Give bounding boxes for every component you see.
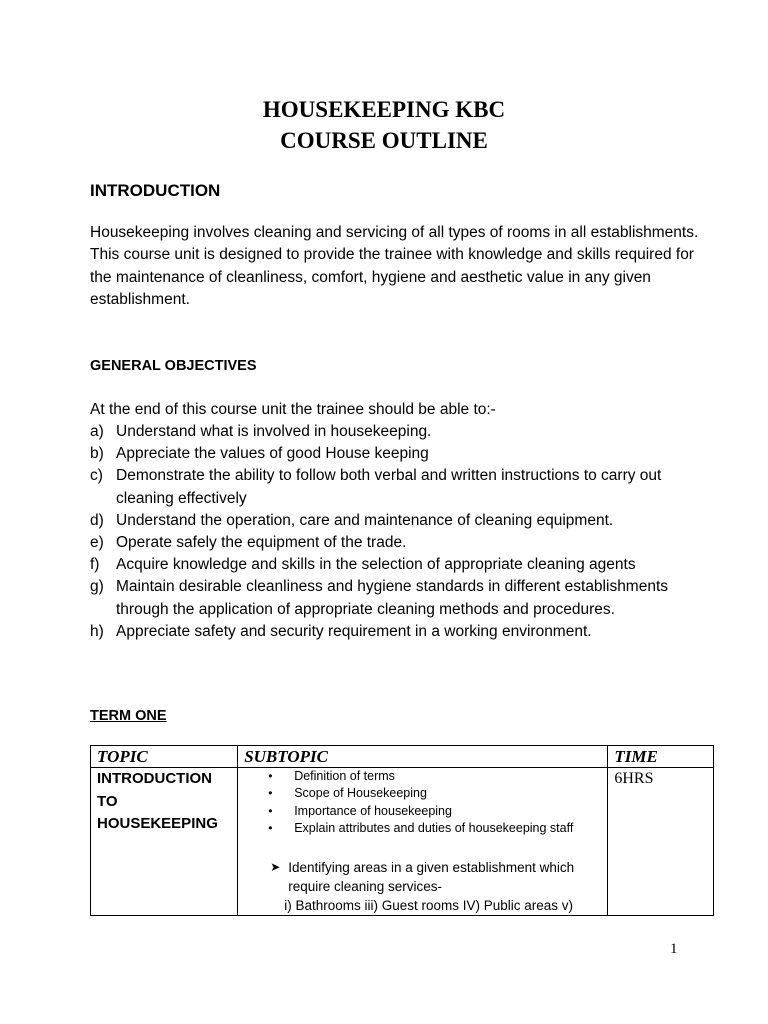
general-objectives-heading: GENERAL OBJECTIVES <box>90 358 257 374</box>
term-one-heading: TERM ONE <box>90 708 167 724</box>
time-cell: 6HRS <box>608 768 714 916</box>
objectives-list <box>90 421 690 643</box>
objective-item: e) Operate safely the equipment of the trade. <box>90 534 407 552</box>
arrow-bullet-icon: ➤ <box>270 860 281 875</box>
table-header-row <box>91 746 714 768</box>
header-subtopic: SUBTOPIC <box>238 746 608 768</box>
header-topic: TOPIC <box>91 746 238 768</box>
objective-item: g) Maintain desirable cleanliness and hygiene standards in different establishments through the application of appropriate cleaning methods and procedures. <box>90 578 669 618</box>
list-item: • Scope of Housekeeping <box>286 785 603 802</box>
list-item: • Definition of terms <box>286 768 603 785</box>
objective-item: f) Acquire knowledge and skills in the selection of appropriate cleaning agents <box>90 556 636 574</box>
objective-item: c) Demonstrate the ability to follow both verbal and written instructions to carry out cleaning effectively <box>90 467 662 507</box>
objective-item: a) Understand what is involved in housekeeping. <box>90 423 432 440</box>
list-item: • Importance of housekeeping <box>286 803 603 820</box>
subtopic-cell <box>238 768 608 916</box>
objective-item: d) Understand the operation, care and maintenance of cleaning equipment. <box>90 511 614 529</box>
introduction-heading: INTRODUCTION <box>90 181 221 200</box>
document-title <box>0 94 768 156</box>
table-row <box>91 768 714 916</box>
objective-item: h) Appreciate safety and security requirement in a working environment. <box>90 622 592 640</box>
areas-line: i) Bathrooms iii) Guest rooms IV) Public areas v) <box>284 898 574 914</box>
arrow-list-item: ➤ Identifying areas in a given establishment which require cleaning services- <box>270 860 575 895</box>
course-outline-table <box>90 745 714 916</box>
title-line-1: HOUSEKEEPING KBC <box>262 97 506 122</box>
title-line-2: COURSE OUTLINE <box>280 128 488 153</box>
objective-item: b) Appreciate the values of good House keeping <box>90 445 429 463</box>
introduction-paragraph: Housekeeping involves cleaning and servicing of all types of rooms in all establishments. This course unit is designed to provide the trainee with knowledge and skills required for the maintenance of cleanliness, comfort, hygiene and aesthetic value in any given establishment. <box>90 224 699 308</box>
topic-cell: INTRODUCTION TO HOUSEKEEPING <box>91 768 238 916</box>
page-number: 1 <box>670 941 678 957</box>
header-time: TIME <box>608 746 714 768</box>
list-item: • Explain attributes and duties of housekeeping staff <box>286 820 603 837</box>
objectives-lead: At the end of this course unit the trainee should be able to:- <box>90 401 496 418</box>
subtopic-bullets <box>242 768 603 837</box>
